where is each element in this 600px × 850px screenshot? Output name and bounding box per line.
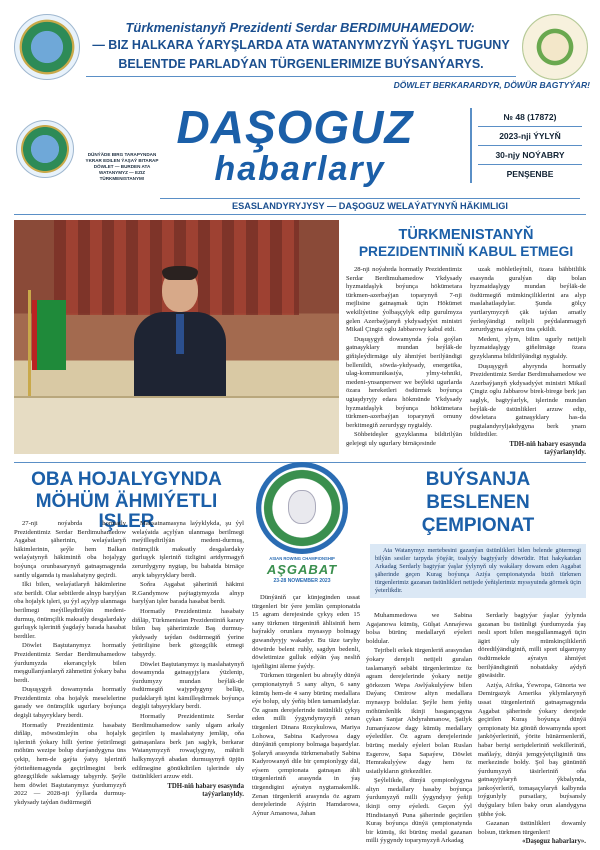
state-motto: DÖWLET BERKARARDYR, DÖWÜR BAGTYÝAR! xyxy=(393,80,590,90)
issue-info xyxy=(470,108,582,183)
emblem-caption: DÜNÝÄDE BIRG TARAPYNDAN YKRAR EDILEN ÝAŞAÝ BITARAP DÖWLET — BURDEN ATA WATANYMYZ — EZIZ TÜRKMENISTANYM! xyxy=(85,152,159,181)
paragraph: 27-nji noýabrda hormatly Prezidentimiz Serdar Berdimuhamedow Aşgabat şäherinin, welaýatlaryň häkimlerinin, şeýle hem Balkan welaýatynyň häkiminiň oba hojalygy boýunça orunbasarynyň gatnaşmagynda santly ulgamda iş maslahatyny geçirdi. xyxy=(14,520,126,579)
paragraph: Hormatly Prezidentimiz hasabaty diňläp, Türkmenistan Prezidentiniň karary bilen baş şäherimizde Baş durmuş-ykdysady taýdan ösdürmegiň ýerine ýetirilişine berk gözegçilik etmegi tabşyrdy. xyxy=(132,607,244,658)
issue-weekday: PENŞENBE xyxy=(506,169,554,179)
paragraph: Döwlet Baştutanymyz iş maslahatynyň dowamynda gatnaşyjylara ýüzlenip, ýurdumyzy mundan beýläk-de ösdürmegiň wajypdygyny belläp, pudaklaryň işini kämilleşdirmek boýunça degişli tabşyryklary berdi. xyxy=(132,660,244,711)
founder-line: ESASLANDYRYJYSY — DAŞOGUZ WELAÝATYNYŇ HÄKIMLIGI xyxy=(232,201,508,211)
paragraph: 28-nji noýabrda hormatly Prezidentimiz Serdar Berdimuhamedow Ykdysady hyzmatdaşlyk boýunça hökümetara türkmen-azerbaýjan toparynyň 7-nji mejlisine gatnaşmak üçin Hökümet wekiliýetine ýolbaşçylyk edip gurulmyza gelen Azerbaýjanyň ykdysadyýet ministri Mikail Çingiz oglu Jabbarowy kabul etdi. xyxy=(346,266,462,334)
tie xyxy=(176,314,184,354)
mascot xyxy=(288,490,316,524)
paragraph: Dünýäniň çar künjeginden ussat türgenleri bir ýere jemlän çempionatda 15 agram derejesinde çykyş eden 15 sany türkmen türgeniniň ählisiniň hem baýrakly orunlara mynasyp bolmagy guwandyryjy wakadyr. Bu täze taryhy döwürde belent ruhly, sagdyn bedenli, döwletimize gulluk edýän ýaş nesliň işjeňligini äleme ýaýdy. xyxy=(252,594,360,670)
paragraph: Söhbetdeşler gyzyklanma bildirilýän gelejegi uly ugurlary birnäçesinde xyxy=(346,431,462,447)
paragraph: Şeýlelikde, dünýä çempionlygyna altyn medallary hasaby boýunça ýurdumyzyň milli ýygyndysy ýeňiji ikinji orny eýeledi. Geçen ýyl Hindistanyň Puna şäherinde geçirilen Kuraş boýunça dünýä çempionatynda bir kümüş, iki bürünç medal gazanan milli ýygyndy toparymyzyň Arkadag xyxy=(366,777,472,845)
reception-signature-2: taýýarlanyldy. xyxy=(544,449,586,457)
championship-arc-text: ASIAN ROWING CHAMPIONSHIP xyxy=(269,556,335,561)
paragraph: Duşuşygyň dowamynda hormatly Prezidentimiz oba hojalyk meselelerine garady we önümçilik ugurlary boýunça degişli tabşyryklary berdi. xyxy=(14,686,126,720)
champ-title-3: ÇEMPIONAT xyxy=(421,515,535,536)
agri-col-2 xyxy=(132,520,244,800)
headline-quote-2: — BIZ HALKARA ÝARYŞLARDA ATA WATANYMYZYŇ ÝAŞYL TUGUNY xyxy=(92,38,510,52)
header-rule xyxy=(86,76,516,77)
agri-col-1 xyxy=(14,520,126,809)
reception-signature-1: TDH-niň habary esasynda xyxy=(509,440,586,448)
founder-rule-top xyxy=(160,198,580,199)
reception-col-2 xyxy=(470,266,586,458)
championship-logo xyxy=(256,462,348,554)
reception-col-1 xyxy=(346,266,462,449)
paragraph: Serdarly bagtyýar ýaşlar ýylynda gazanan bu üstünligi ýurdumyzda ýaş nesli sport bilen meşgullanmagyň üçin ägirt uly mümkinçilikleriň döredilýändiginiň, milli sport ulgamyny ösdürmekde aýratyn ähmiýet berilýändiginiň nobatdaky aýdyň güwäsidir. xyxy=(478,612,586,680)
champ-title-2: BESLENEN xyxy=(426,492,530,513)
neutrality-emblem xyxy=(16,120,74,178)
headline-quote-1: Türkmenistanyň Prezidenti Serdar BERDIMUHAMEDOW: xyxy=(125,20,475,35)
agri-signature-1: TDH-niň habary esasynda xyxy=(167,782,244,790)
paragraph: Döwlet Baştutanymyz hormatly Prezidentimiz Serdar Berdimuhamedow ýurdumyzda ekerançylyk bilen meşgullanýanlaryň zähmetini ýokary baha berdi. xyxy=(14,642,126,684)
paragraph: Türkmen türgenleri bu abraýly dünýä çempionatynyň 5 sany altyn, 6 sany kümüş hem-de 4 sany bürünç medallara eýe bolup, uly ýeňiş bilen tamamladylar. Öz agram derejelerinde üstünlikli çykyş eden milli ýygyndymyzyň zenan türgenleri Dinara Rozykulowa, Mariya Lohowa, Sabina Kadyrowa dagy dünýäniň çempiony bolmaga başardylar. Şolaryň arasynda türkmenabatly Sabina Kadyrowanyň dile bir çempionlygy däl, eýsem çempionata gatnaşan ähli türgenleriniň arasynda in ýaş türgendigini aýratyn nygtamakenlik. Zenan türgenleriň arasynda öz agram derejelerinde Aýşirin Hamdarowa, Aýnur Amanowa, Jahan xyxy=(252,672,360,817)
champ-col-b xyxy=(366,612,472,847)
champ-lead: Ata Watanymyz mertebesini gazanýan üstünlikleri bilen belende götermegi bilýän sesiler tarpyda ýöşýär, toalyýy bagtyýarly döwrüdir. Hut hakykatdan Arkadag Serdarly bagtyýar ýaşlar ýylynyň uly wakálary dowam eden Aşgabat şäherinde geçen Kurag boýunça Aziýa çempionatynda biziň türkmen türgenlerimiz gazanan üstünlikleri netijede ýeňişlerimiz myssyuinda görmek üçin ýeterlikdir. xyxy=(370,544,586,598)
champ-col-a xyxy=(252,594,360,819)
president-photo xyxy=(14,220,339,454)
paragraph: Muhammedowa we Sabina Agajanowa kümüş, Gülşat Annaýewa bolsa bürünç medallaryň eýeleri boldular. xyxy=(366,612,472,645)
paragraph: Duşuşygyň dowamynda ýola goýlan gatnaşyklary mundan beýläk-de giňişleýdirmäge uly ähmiýet berilýändigi bellenildi, söwda-ykdysady, energetika, ulag-kommunikasiýa, ylmy-tehniki, medeni-ynsanperwer we beýleki ugurlarda özara hereketleri ösdürmek boýunça ugtaşdyryjy edara hökmünde Ykdysady hyzmatdaşlyk boýunça hökümetara türkmen-azerbaýjan toparynyň ornuny berkitmegiň zerurdygy nygtaldy. xyxy=(346,335,462,429)
year-seal-right xyxy=(522,14,588,80)
agri-signature-2: taýýarlanyldy. xyxy=(202,791,244,799)
issue-date: 30-njy NOÝABRY xyxy=(478,146,582,165)
state-emblem-left xyxy=(14,14,80,80)
paragraph: Duşuşygyň ahyrynda hormatly Prezidentimiz Serdar Berdimuhamedow we Azerbaýjanyň ykdysadyýet ministri Mikail Çingiz oglu Jabbarow birek-birege berk jan saglyk, bagtyýarlyk, işlerinde mundan beýläk-de üstünlikleri arzuw edip, döwletara gatnaşyklary has-da pugtalandyryljakdygyna berk ynam bildirdiler. xyxy=(470,362,586,439)
championship-city: AŞGABAT xyxy=(266,562,338,577)
paragraph: Maksatnamasyna laýyklykda, şu ýyl welaýatda açylýan ulanmaga berilmegi meýilleşdirilýän medeni-durmuş, önümçilik maksatly desgalardaky gurluşyk işleriniň tizligini artdyrmagyň zerurdygyny nygtap, bu babatda birnäçe anyk tabşyryklary berdi. xyxy=(132,520,244,579)
president-figure xyxy=(134,268,226,398)
paragraph: Tejribeli erkek türgenleriň arasyndan ýokary derejeli netijeli guralan taslamanyň sebäbi türgenlerimize öz agram derejelerinde ýokary netije görkezen Wepa Awlýakulyýew bilen Daýanç Omirow altyn medallara mynasyp boldular. Şeýle hem ýeňiş möhümlenlik ikinji basgançagyna çykan Sanjar Abdyrahmanow, Şatlyk Jumanýazow dagy kümüş medallary eýelediler. Öz agram derejelerinde bürünç medaly eýeleri bolan Ruslan Esgerow, Sapa Sapaýew, Döwlet Hemrakulyýew dagy hem öz usiatlykların görkezdiler. xyxy=(366,647,472,775)
founder-rule-bottom xyxy=(14,214,586,215)
issue-year: 2023-nji ÝYLYŇ xyxy=(478,127,582,146)
paragraph: Aziýa, Afrika, Ýewropa, Günorta we Demirgazyk Amerika yklymlarynyň ussat türgenleriniň gatnaşmagynda Aşgabat şäherinde ýokary derejede geçirilen Kuraş boýunça dünýä çempionaty biz gönüň dowamynda sport janköýerleriniň, ýörite hünärmenleriň, habar berişi serişdeleriniň wekilleriniň, maňlaýy, dünýä jemgyýetçiliginiň üns merkezinde boldy. Şol baş gününüň ýurdumyzyň täsirleriniň oňa gatnaşyjylaryň ýkbalynda, jankoýerleriň, tomaşaçylaryň kalbynda toýgunlyly pursatlary, buýsansly duýgulary bilen baky orun alandygyna şübhe ýok. xyxy=(478,681,586,818)
paragraph: Soňra Aşgabat şäheriniň häkimi R.Gandymow paýtagtymyzda alnyp barylýan işler barada hasabat berdi. xyxy=(132,581,244,606)
reception-title-1: TÜRKMENISTANYŇ xyxy=(398,227,534,243)
paragraph: Hormatly Prezidentimiz hasabaty diňläp, möwsümleýin oba hojalyk işleriniň ýokary hilli ýerine ýetirilmegi möhüm wezipe bolup durýandygyna üns çekip, hem-de gaýta ýatyş işleriniň ýöriteňtemagynda geçirilmegini berk gözegçilikde saklamagy tabşyrdy. Şeýle hem döwlet Baştutanymyz ýurdumyzyň 2022 — 2028-nji ýyllarda durmuş-ykdysady taýdan ösdürmegiň xyxy=(14,721,126,806)
agri-title-2: MÖHÜM ÄHMIÝETLI IŞLER xyxy=(35,491,218,532)
champ-signature: «Daşoguz habarlary». xyxy=(522,838,586,846)
paragraph: Ilki bilen, welaýatlaryň häkimlerine söz berildi. Olar sebitlerde alnyp barylýan oba hojalyk işleri, şu ýyl açylyp ulanmaga berilmegi meýilleşdirilýän medeni-durmuş, önümçilik maksatly desgalardaky gurluşyk işleriniň ýagdaýy barada hasabat berdiler. xyxy=(14,581,126,640)
masthead-title: DAŞOGUZ xyxy=(176,101,414,153)
paragraph: uzak möhletleýinli, özara bähbitlilik esasynda guralýan däp bolan hyzmatdaşlygy mundan beýläk-de ösdürmegiň mümkinçiliklerini ara alyp maslahatlaşdylar. Şunda gölçy yurtlarymyzyň çäk taýdan amatly ýerleşýändigi nelijeli peýdalanmagyň zerurdygyna aýratyn üns çekildi. xyxy=(470,266,586,334)
hair xyxy=(162,266,198,280)
paragraph: Gazanan üstünlikleri dowamly bolsun, türkmen türgenleri! xyxy=(478,820,586,836)
headline-quote-3: BELENTDE PARLADÝAN TÜRGENLERIMIZE BUÝSANÝARYS. xyxy=(118,57,484,71)
champ-col-c xyxy=(478,612,586,847)
champ-title-1: BUÝSANJA xyxy=(425,469,531,490)
championship-dates: 23-28 NOWEMBER 2023 xyxy=(273,578,331,584)
paragraph: Hormatly Prezidentimiz Serdar Berdimuhamedow sanly ulgam arkaly geçirilen iş maslahatyny jemläp, oňa gatnaşanlara berk jan saglyk, berkarar Watanymyzyň rowaçlygyny, mähirli halkymyzyň abadan durmuşynyň üpjün edilmegine gönükdirilen işlerinde uly üstünlikleri arzuw etdi. xyxy=(132,713,244,781)
paragraph: Medeni, ylym, bilim ugurly netijeli hyzmatdaşlygy giňeltmäge özara gyzyklanma bildirilýändigi nygtaldy. xyxy=(470,335,586,360)
flag xyxy=(32,300,66,370)
issue-number: № 48 (17872) xyxy=(478,108,582,127)
agri-title-1: OBA HOJALYGYNDA xyxy=(31,469,222,490)
desk xyxy=(14,396,339,454)
masthead-subtitle: habarlary xyxy=(214,150,386,188)
reception-title-2: PREZIDENTINIŇ KABUL ETMEGI xyxy=(358,244,574,259)
